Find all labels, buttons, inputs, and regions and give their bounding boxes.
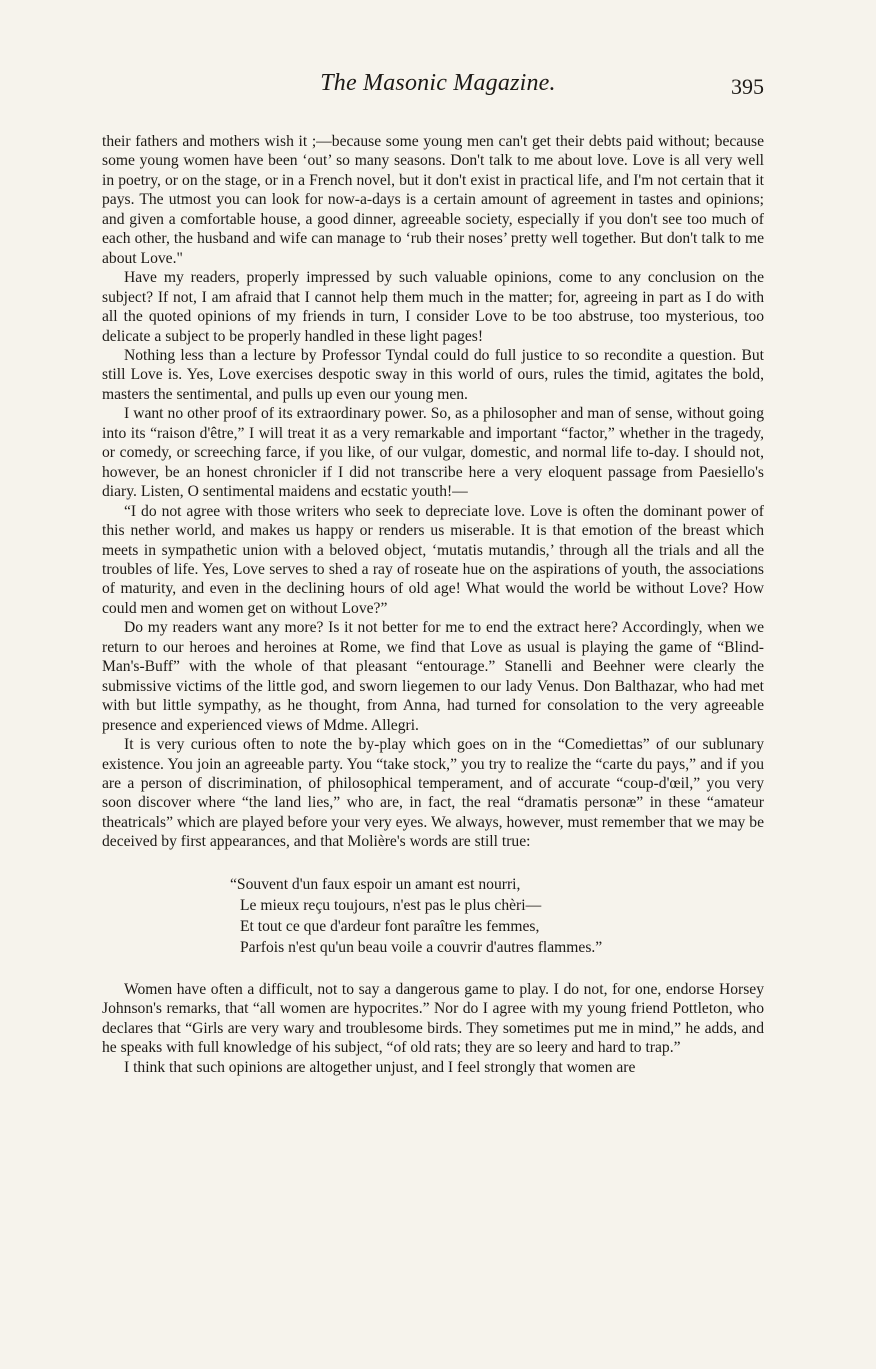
- verse-line: Et tout ce que d'ardeur font paraître les femmes,: [240, 917, 540, 935]
- paragraph: Have my readers, properly impressed by such valuable opinions, come to any conclusion on the subject? If not, I am afraid that I cannot help them much in the matter; for, agreeing in part as I do with all the quoted opinions of my friends in turn, I consider Love to be too abstruse, too mysterious, too delicate a subject to be properly handled in these light pages!: [102, 269, 764, 345]
- running-head: [0, 70, 876, 110]
- paragraph-continued: their fathers and mothers wish it ;—because some young men can't get their debts paid without; because some young women have been ‘out’ so many seasons. Don't talk to me about love. Love is all very well in poetry, or on the stage, or in a French novel, but it don't exist in practical life, and I'm not certain that it pays. The utmost you can look for now-a-days is a certain amount of agreement in tastes and opinions; and given a comfortable house, a good dinner, agreeable society, especially if you don't see too much of each other, the husband and wife can manage to ‘rub their noses’ pretty well together. But don't talk to me about Love.": [102, 133, 764, 267]
- paragraph: I think that such opinions are altogether unjust, and I feel strongly that women are: [124, 1058, 636, 1076]
- paragraph: Do my readers want any more? Is it not better for me to end the extract here? Accordingly, when we return to our heroes and heroines at Rome, we find that Love as usual is playing the game of “Blind-Man's-Buff” with the whole of that pleasant “entourage.” Stanelli and Beehner were clearly the submissive victims of the little god, and sworn liegemen to our lady Venus. Don Balthazar, who had met with but little sympathy, as he thought, from Anna, had turned for consolation to the very agreeable presence and experienced views of Mdme. Allegri.: [102, 619, 764, 734]
- paragraph: It is very curious often to note the by-play which goes on in the “Comediettas” of our sublunary existence. You join an agreeable party. You “take stock,” you try to realize the “carte du pays,” and if you are a person of discrimination, of philosophical temperament, and of accurate “coup-d'œil,” you very soon discover where “the land lies,” who are, in fact, the real “dramatis personæ” in these “amateur theatricals” which are played before your very eyes. We always, however, must remember that we may be deceived by first appearances, and that Molière's words are still true:: [102, 736, 764, 851]
- verse-line: Parfois n'est qu'un beau voile a couvrir d'autres flammes.”: [240, 938, 603, 956]
- journal-title: The Masonic Magazine.: [320, 70, 556, 96]
- page-number: 395: [731, 74, 764, 99]
- paragraph: Nothing less than a lecture by Professor Tyndal could do full justice to so recondite a question. But still Love is. Yes, Love exercises despotic sway in this world of ours, rules the timid, agitates the bold, masters the sentimental, and pulls up even our young men.: [102, 346, 764, 403]
- article-body: [102, 132, 764, 1077]
- verse-line: “Souvent d'un faux espoir un amant est nourri,: [230, 875, 521, 893]
- paragraph: Women have often a difficult, not to say a dangerous game to play. I do not, for one, endorse Horsey Johnson's remarks, that “all women are hypocrites.” Nor do I agree with my young friend Pottleton, who declares that “Girls are very wary and troublesome birds. They sometimes put me in mind,” he adds, and he speaks with full knowledge of his subject, “of old rats; they are so leery and hard to trap.”: [102, 980, 764, 1057]
- quoted-paragraph: “I do not agree with those writers who seek to depreciate love. Love is often the dominant power of this nether world, and makes us happy or renders us miserable. It is that emotion of the breast which meets in sympathetic union with a beloved object, ‘mutatis mutandis,’ through all the trials and all the troubles of life. Yes, Love serves to shed a ray of roseate hue on the aspirations of youth, the associations of maturity, and even in the declining hours of old age! What would the world be without Love? How could men and women get on without Love?”: [102, 502, 764, 617]
- verse-quotation: [230, 874, 764, 958]
- paragraph: I want no other proof of its extraordinary power. So, as a philosopher and man of sense, without going into its “raison d'être,” I will treat it as a very remarkable and important “factor,” whether in the tragedy, or comedy, or screeching farce, if you like, of our vulgar, domestic, and normal life to-day. I should not, however, be an honest chronicler if I did not transcribe here a very eloquent passage from Paesiello's diary. Listen, O sentimental maidens and ecstatic youth!—: [102, 405, 764, 501]
- verse-line: Le mieux reçu toujours, n'est pas le plus chèri—: [240, 896, 542, 914]
